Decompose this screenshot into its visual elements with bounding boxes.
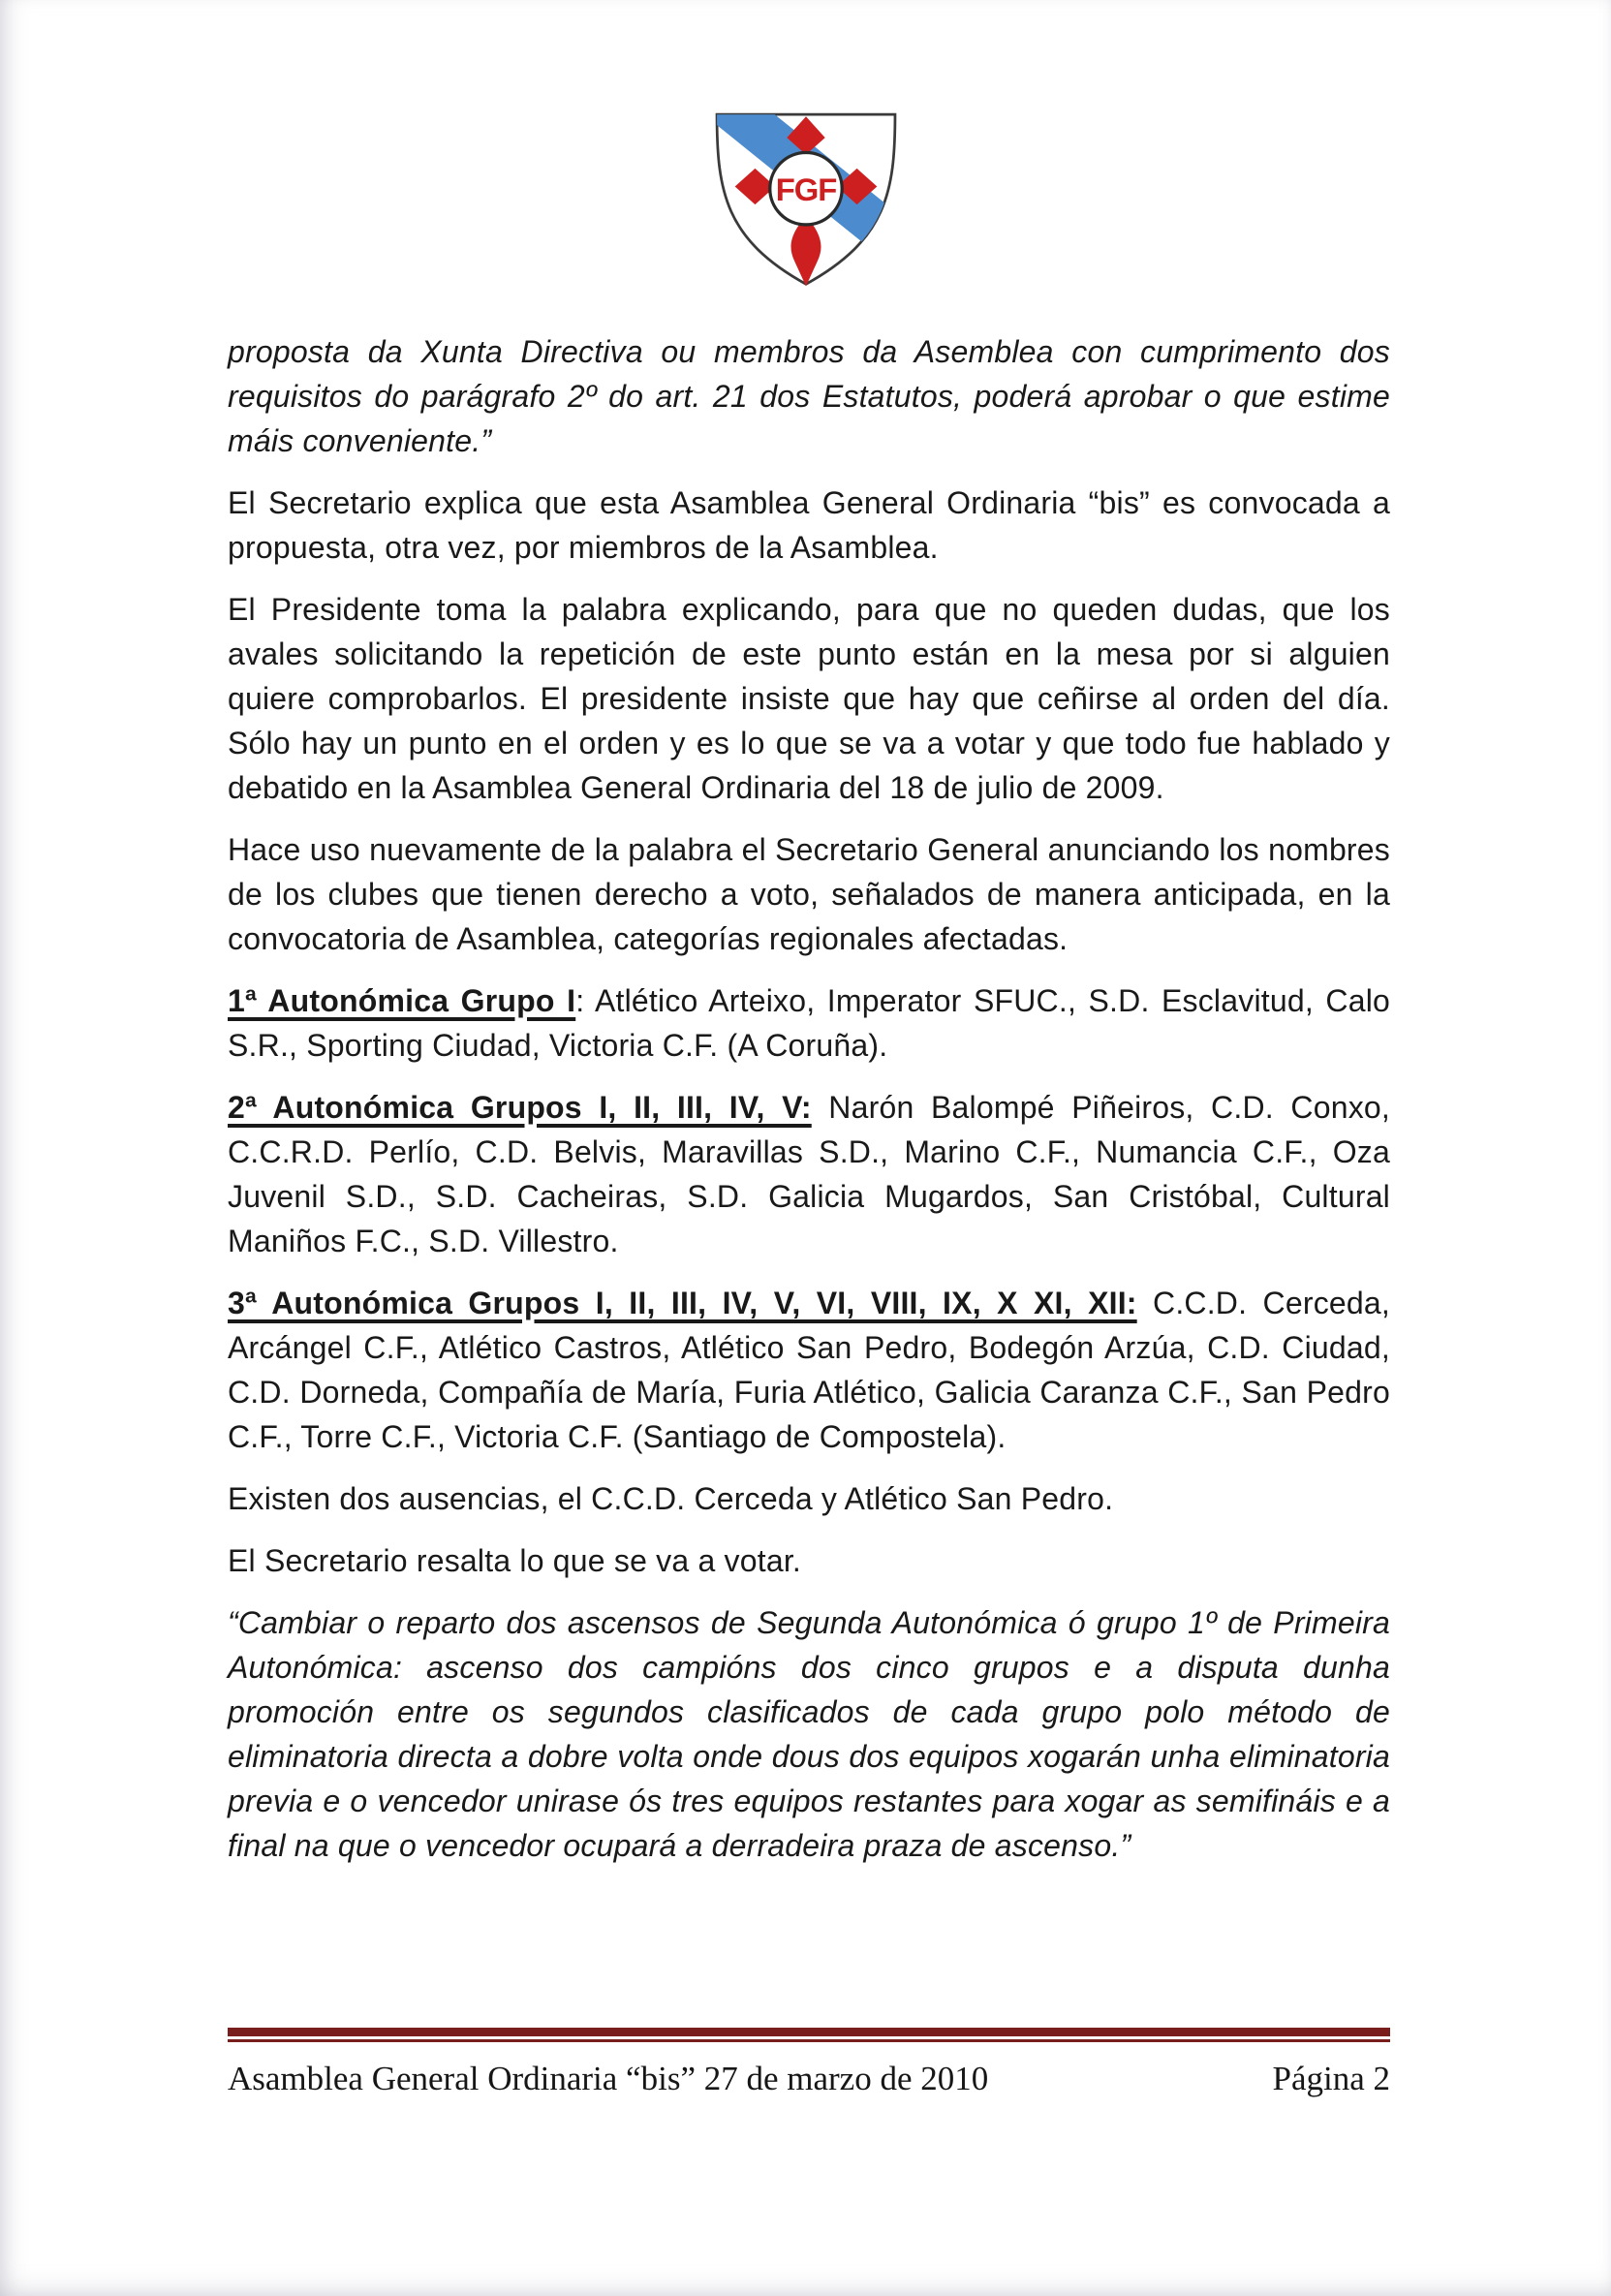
clubs-segunda-autonomica: Narón Balompé Piñeiros, C.D. Conxo, C.C.R.D. Perlío, C.D. Belvis, Maravillas S.D., Marino C.F., Numancia C.F., Oza Juvenil S.D., S.D. Cacheiras, S.D. Galicia Mugardos, San Cristóbal, Cultural Maniños F.C., S.D. Villestro.	[228, 1090, 1390, 1258]
fgf-crest-logo	[0, 0, 1611, 293]
fgf-crest-icon	[699, 91, 913, 293]
footer-document-title: Asamblea General Ordinaria “bis” 27 de marzo de 2010	[228, 2060, 989, 2097]
paragraph-propuesta-votacion-quote: “Cambiar o reparto dos ascensos de Segunda Autonómica ó grupo 1º de Primeira Autonómica: ascenso dos campións dos cinco grupos e a disputa dunha promoción entre os segundos clasificados de cada grupo polo método de eliminatoria directa a dobre volta onde dous dos equipos xogarán unha eliminatoria previa e o vencedor unirase ós tres equipos restantes para xogar as semifináis e a final na que o vencedor ocupará a derradeira praza de ascenso.”	[228, 1605, 1390, 1863]
paragraph-tercera-autonomica	[228, 1281, 1390, 1459]
footer-page-number: Página 2	[1272, 2060, 1390, 2097]
document-body	[228, 329, 1390, 1868]
fgf-monogram: FGF	[775, 171, 836, 207]
footer-rule-thick	[228, 2028, 1390, 2036]
heading-tercera-autonomica: 3ª Autonómica Grupos I, II, III, IV, V, VI, VIII, IX, X XI, XII:	[228, 1286, 1137, 1320]
paragraph-secretario-general-clubes: Hace uso nuevamente de la palabra el Secretario General anunciando los nombres de los clubes que tienen derecho a voto, señalados de manera anticipada, en la convocatoria de Asamblea, categorías regionales afectadas.	[228, 832, 1390, 956]
clubs-tercera-autonomica: C.C.D. Cerceda, Arcángel C.F., Atlético Castros, Atlético San Pedro, Bodegón Arzúa, C.D. Ciudad, C.D. Dorneda, Compañía de María, Furia Atlético, Galicia Caranza C.F., San Pedro C.F., Torre C.F., Victoria C.F. (Santiago de Compostela).	[228, 1286, 1390, 1454]
heading-segunda-autonomica: 2ª Autonómica Grupos I, II, III, IV, V:	[228, 1090, 812, 1125]
paragraph-ausencias: Existen dos ausencias, el C.C.D. Cerceda y Atlético San Pedro.	[228, 1481, 1114, 1516]
page-footer	[228, 2028, 1390, 2098]
paragraph-statute-quote-continuation: proposta da Xunta Directiva ou membros da Asemblea con cumprimento dos requisitos do parágrafo 2º do art. 21 dos Estatutos, poderá aprobar o que estime máis conveniente.”	[228, 334, 1390, 458]
paragraph-primera-autonomica	[228, 978, 1390, 1068]
paragraph-segunda-autonomica	[228, 1085, 1390, 1263]
clubs-primera-autonomica: : Atlético Arteixo, Imperator SFUC., S.D. Esclavitud, Calo S.R., Sporting Ciudad, Victoria C.F. (A Coruña).	[228, 983, 1390, 1063]
footer-rule-thin	[228, 2039, 1390, 2042]
paragraph-presidente-palabra: El Presidente toma la palabra explicando, para que no queden dudas, que los avales solicitando la repetición de este punto están en la mesa por si alguien quiere comprobarlos. El presidente insiste que hay que ceñirse al orden del día. Sólo hay un punto en el orden y es lo que se va a votar y que todo fue hablado y debatido en la Asamblea General Ordinaria del 18 de julio de 2009.	[228, 592, 1390, 805]
heading-primera-autonomica: 1ª Autonómica Grupo I	[228, 983, 576, 1018]
paragraph-secretario-explica: El Secretario explica que esta Asamblea General Ordinaria “bis” es convocada a propuesta, otra vez, por miembros de la Asamblea.	[228, 485, 1390, 565]
paragraph-secretario-resalta: El Secretario resalta lo que se va a votar.	[228, 1543, 802, 1578]
